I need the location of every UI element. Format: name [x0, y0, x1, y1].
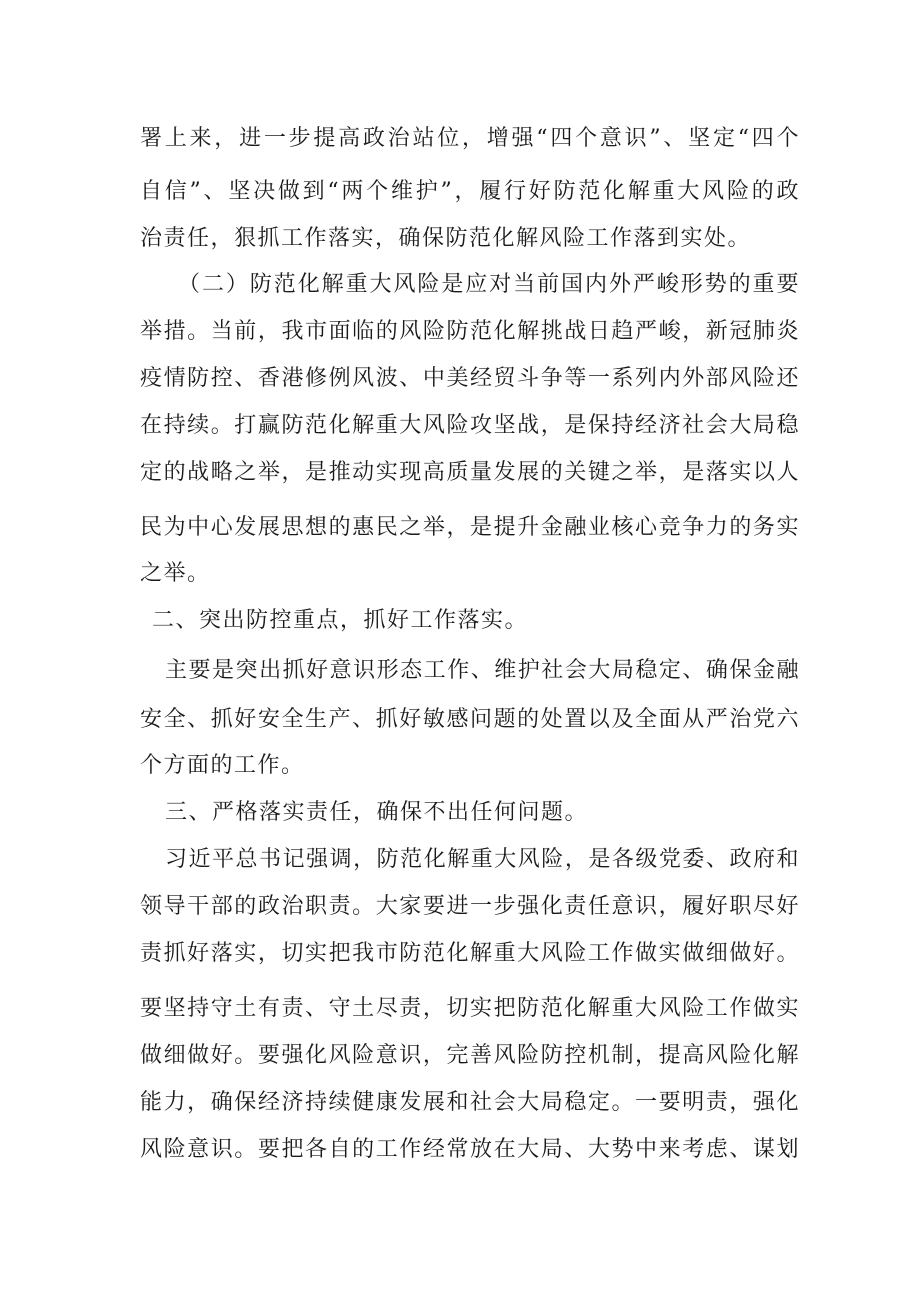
text-line: 定的战略之举，是推动实现高质量发展的关键之举，是落实以人	[140, 460, 800, 485]
text-line: 治责任，狠抓工作落实，确保防范化解风险工作落到实处。	[140, 226, 752, 251]
text-line: 风险意识。要把各自的工作经常放在大局、大势中来考虑、谋划	[140, 1137, 800, 1162]
text-line: 举措。当前，我市面临的风险防范化解挑战日趋严峻，新冠肺炎	[140, 319, 800, 344]
text-line: 习近平总书记强调，防范化解重大风险，是各级党委、政府和	[165, 847, 800, 872]
text-line: 安全、抓好安全生产、抓好敏感问题的处置以及全面从严治党六	[140, 707, 800, 732]
text-line: 个方面的工作。	[140, 753, 305, 778]
text-line: 责抓好落实，切实把我市防范化解重大风险工作做实做细做好。	[140, 941, 800, 966]
text-line: 能力，确保经济持续健康发展和社会大局稳定。一要明责，强化	[140, 1090, 800, 1115]
text-line: 领导干部的政治职责。大家要进一步强化责任意识，履好职尽好	[140, 894, 800, 919]
text-line: 主要是突出抓好意识形态工作、维护社会大局稳定、确保金融	[165, 658, 800, 683]
text-line: 要坚持守土有责、守土尽责，切实把防范化解重大风险工作做实	[140, 996, 800, 1021]
text-line: 自信”、坚决做到“两个维护”，履行好防范化解重大风险的政	[140, 179, 800, 204]
text-line: 在持续。打赢防范化解重大风险攻坚战，是保持经济社会大局稳	[140, 413, 800, 438]
text-line: 之举。	[140, 561, 211, 586]
text-line: 民为中心发展思想的惠民之举，是提升金融业核心竞争力的务实	[140, 515, 800, 540]
text-line: 署上来，进一步提高政治站位，增强“四个意识”、坚定“四个	[140, 126, 800, 151]
paragraph-heading: （二）防范化解重大风险是应对当前国内外严峻形势的重要	[178, 272, 800, 297]
section-heading: 三、严格落实责任，确保不出任何问题。	[165, 800, 589, 825]
text-line: 疫情防控、香港修例风波、中美经贸斗争等一系列内外部风险还	[140, 366, 800, 391]
text-line: 做细做好。要强化风险意识，完善风险防控机制，提高风险化解	[140, 1043, 800, 1068]
section-heading: 二、突出防控重点，抓好工作落实。	[152, 608, 529, 633]
